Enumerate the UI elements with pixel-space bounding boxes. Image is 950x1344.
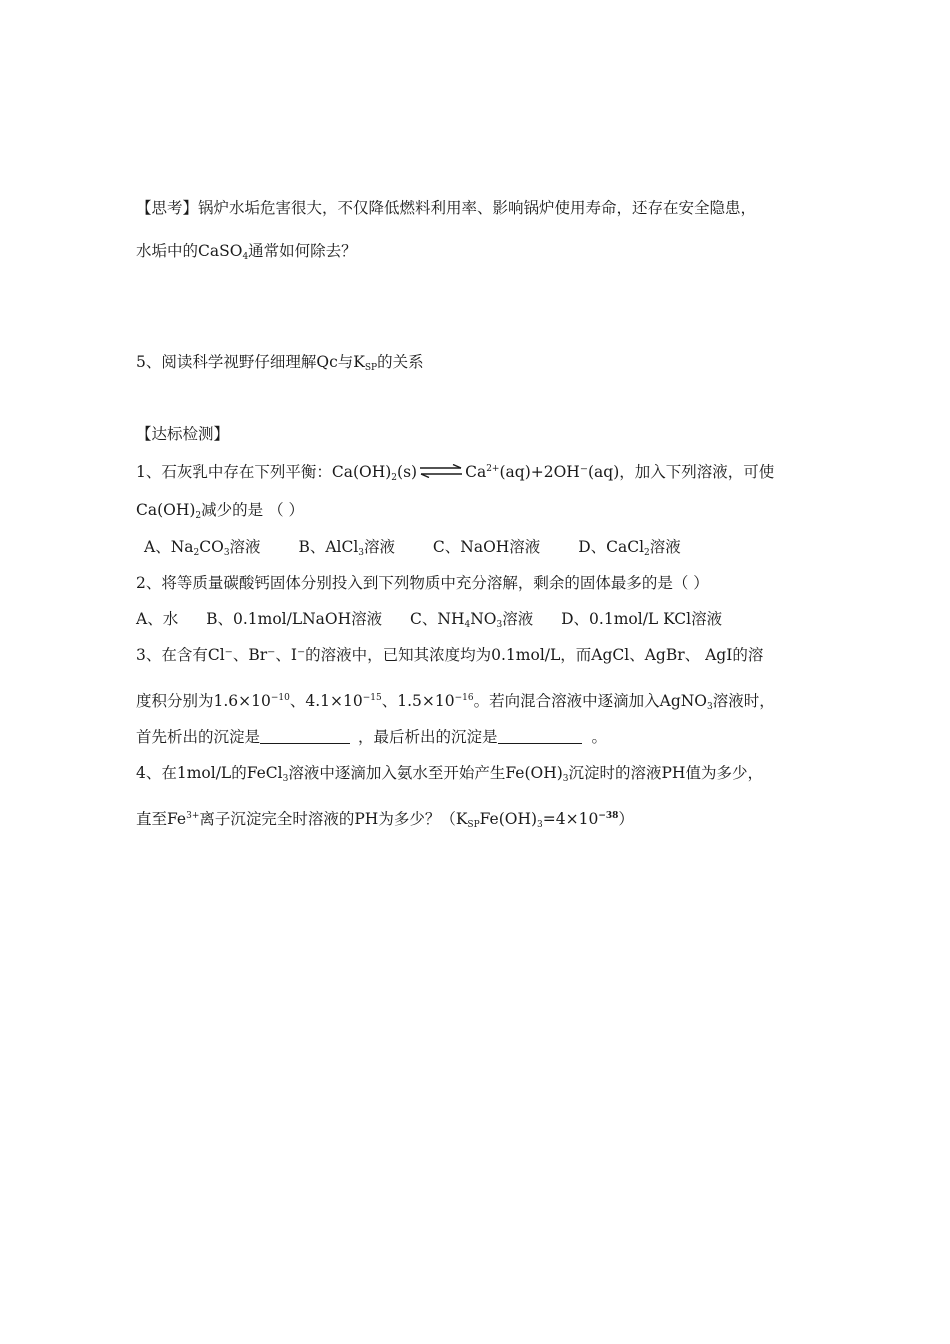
q1-option-c: C、NaOH溶液 <box>432 538 541 556</box>
q1-option-a: A、$Na_2CO_3$溶液 <box>144 538 261 558</box>
q4-line-1: 4、在1mol/L的FeCl$_3$溶液中逐滴加入氨水至开始产生$Fe(OH)_3$沉淀时的溶液PH值为多少， <box>136 764 763 784</box>
last-precipitate-blank[interactable] <box>498 728 582 744</box>
q1-line-1: 1、石灰乳中存在下列平衡：$Ca(OH)_2(s)$ $Ca^{2+}(aq)+2OH^-(aq)$，加入下列溶液，可使 <box>136 463 775 483</box>
q2-options <box>136 609 722 635</box>
q3-line-1: 3、在含有Cl⁻、Br⁻、I⁻的溶液中，已知其浓度均为0.1mol/L，而AgCl、AgBr、 AgI的溶 <box>136 646 764 664</box>
q2-option-a: A、水 <box>136 610 179 628</box>
item-5: 5、阅读科学视野仔细理解Qc与$K_{SP}$的关系 <box>136 353 424 373</box>
q1-option-d: D、CaCl$_2$溶液 <box>578 538 681 558</box>
first-precipitate-blank[interactable] <box>260 728 350 744</box>
q3-line-2: 度积分别为$1.6\times 10^{-10}$、$4.1\times 10^{-15}$、$1.5\times 10^{-16}$。若向混合溶液中逐滴加入AgNO$_3$溶液时， <box>136 692 775 712</box>
q4-line-2: 直至$Fe^{3+}$离子沉淀完全时溶液的PH为多少？$(K_{SP}Fe(OH)_3=4\times 10^{-38})$ <box>136 810 634 830</box>
q2-option-d: D、0.1mol/L KCl溶液 <box>561 610 723 628</box>
think-label: 【思考】 <box>136 199 199 217</box>
think-line-1: 【思考】锅炉水垢危害很大，不仅降低燃料利用率、影响锅炉使用寿命，还存在安全隐患， <box>136 199 757 217</box>
q2-line-1: 2、将等质量碳酸钙固体分别投入到下列物质中充分溶解，剩余的固体最多的是（ ） <box>136 574 709 592</box>
q1-line-2: $Ca(OH)_2$减少的是 （ ） <box>136 501 305 521</box>
section-title: 【达标检测】 <box>136 425 230 443</box>
q3-line-3: 首先析出的沉淀是 ，最后析出的沉淀是 。 <box>136 728 608 746</box>
q1-options <box>144 537 681 563</box>
equilibrium-arrow-icon <box>419 464 463 478</box>
q1-option-b: B、AlCl$_3$溶液 <box>298 538 396 558</box>
q2-option-c: C、$NH_4NO_3$溶液 <box>410 610 534 630</box>
think-line-2: 水垢中的CaSO$_4$通常如何除去？ <box>136 242 357 262</box>
q2-option-b: B、0.1mol/LNaOH溶液 <box>206 610 383 628</box>
